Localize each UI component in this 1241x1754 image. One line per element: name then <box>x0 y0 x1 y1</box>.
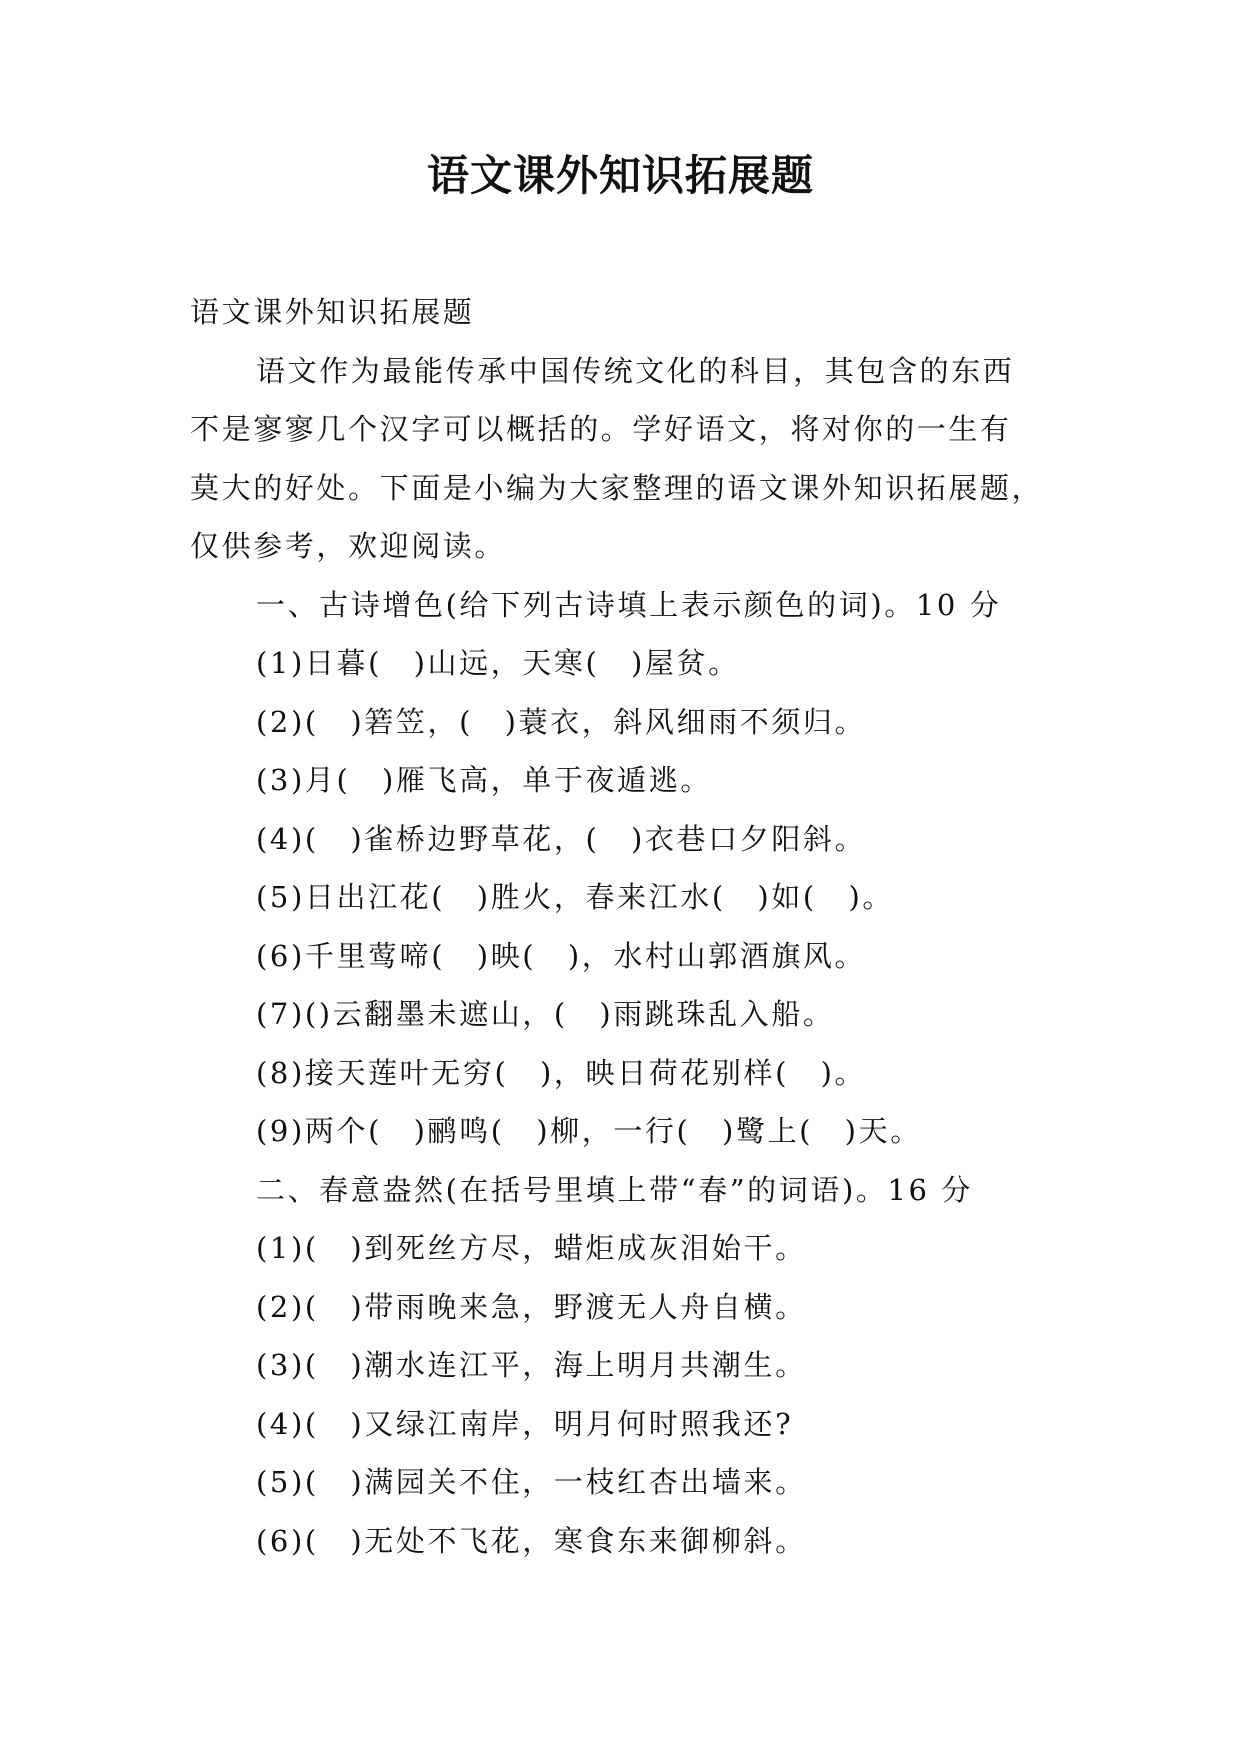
section-1-item: (3)月( )雁飞高，单于夜遁逃。 <box>256 763 712 797</box>
section-2-item: (1)( )到死丝方尽，蜡炬成灰泪始干。 <box>256 1231 807 1265</box>
section-2-item: (4)( )又绿江南岸，明月何时照我还? <box>256 1406 794 1441</box>
intro-line-1: 语文作为最能传承中国传统文化的科目，其包含的东西 <box>256 353 1015 388</box>
intro-line-4: 仅供参考，欢迎阅读。 <box>190 529 507 563</box>
section-1-item: (5)日出江花( )胜火，春来江水( )如( )。 <box>256 880 894 914</box>
section-1-item: (9)两个( )鹂鸣( )柳，一行( )鹭上( )天。 <box>256 1114 922 1148</box>
section-1-heading: 一、古诗增色(给下列古诗填上表示颜色的词)。10 分 <box>256 587 1002 622</box>
section-2-item: (2)( )带雨晚来急，野渡无人舟自横。 <box>256 1289 807 1324</box>
document-title: 语文课外知识拓展题 <box>426 151 814 200</box>
section-1-item: (8)接天莲叶无穷( )，映日荷花别样( )。 <box>256 1055 867 1090</box>
section-2-item: (5)( )满园关不住，一枝红杏出墙来。 <box>256 1465 807 1499</box>
intro-line-2: 不是寥寥几个汉字可以概括的。学好语文，将对你的一生有 <box>190 412 1012 446</box>
section-2-heading: 二、春意盎然(在括号里填上带“春”的词语)。16 分 <box>256 1172 973 1207</box>
section-1-item: (2)( )箬笠，( )蓑衣，斜风细雨不须归。 <box>256 704 867 739</box>
section-1-item: (6)千里莺啼( )映( )，水村山郭酒旗风。 <box>256 938 867 973</box>
section-1-item: (4)( )雀桥边野草花，( )衣巷口夕阳斜。 <box>256 821 867 856</box>
section-2-item: (3)( )潮水连江平，海上明月共潮生。 <box>256 1348 807 1382</box>
intro-line-3: 莫大的好处。下面是小编为大家整理的语文课外知识拓展题， <box>190 470 1044 505</box>
section-1-item: (1)日暮( )山远，天寒( )屋贫。 <box>256 646 740 680</box>
subtitle-line: 语文课外知识拓展题 <box>190 295 475 329</box>
section-2-item: (6)( )无处不飞花，寒食东来御柳斜。 <box>256 1523 807 1558</box>
document-body <box>190 283 1060 1570</box>
section-1-item: (7)()云翻墨未遮山，( )雨跳珠乱入船。 <box>256 997 835 1031</box>
